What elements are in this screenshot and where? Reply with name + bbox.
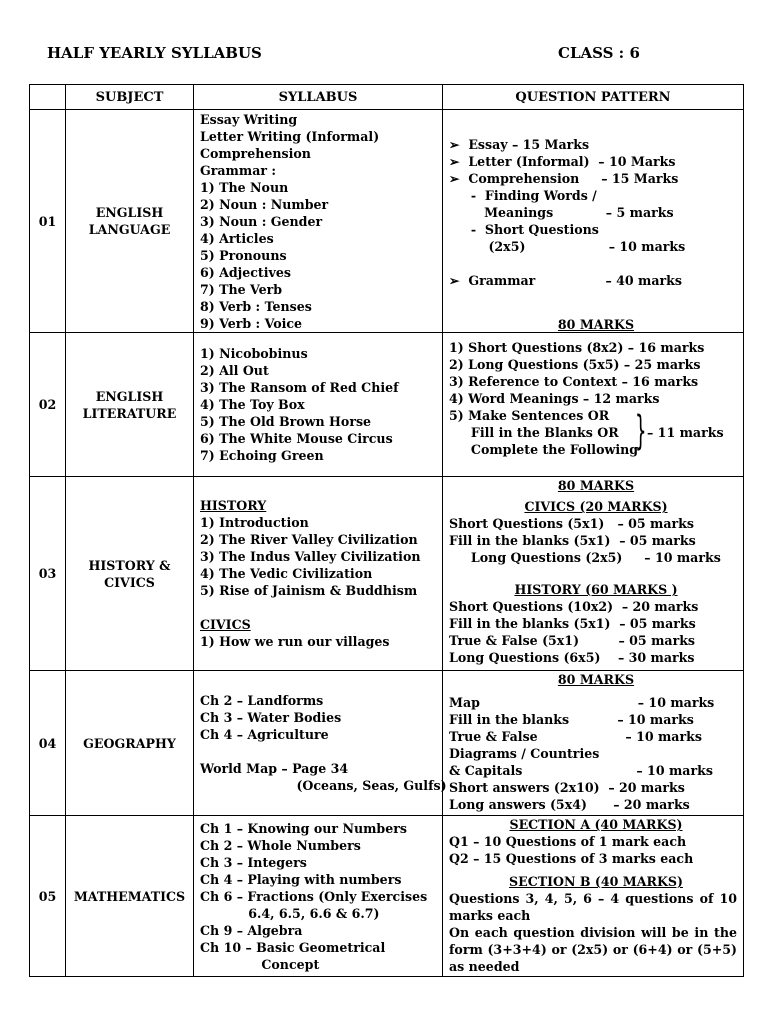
- brace-marks: – 11 marks: [647, 425, 724, 440]
- syllabus-line: Comprehension: [200, 145, 311, 161]
- pattern-line: 2) Long Questions (5x5) – 25 marks: [449, 357, 701, 372]
- brace-group: [449, 407, 743, 458]
- subject-cell: MATHEMATICS: [66, 816, 194, 977]
- pattern-line: 3) Reference to Context – 16 marks: [449, 374, 699, 389]
- syllabus-line: Ch 9 – Algebra: [200, 922, 303, 938]
- class-label: CLASS : 6: [558, 44, 640, 62]
- civics-heading: CIVICS (20 MARKS): [524, 499, 668, 514]
- syllabus-line: 1) Nicobobinus: [200, 346, 308, 361]
- syllabus-line: 8) Verb : Tenses: [200, 298, 312, 314]
- pattern-line: ➢ Essay – 15 Marks: [449, 137, 590, 152]
- syllabus-line: 6.4, 6.5, 6.6 & 6.7): [200, 905, 380, 921]
- pattern-line: Long Questions (2x5) – 10 marks: [449, 550, 721, 565]
- pattern-line: Map – 10 marks: [449, 695, 715, 710]
- syllabus-cell: [194, 816, 443, 977]
- row-number: 02: [30, 333, 66, 477]
- pattern-line: Q2 – 15 Questions of 3 marks each: [449, 851, 694, 866]
- syllabus-line: 1) How we run our villages: [200, 634, 390, 649]
- pattern-line: ➢ Letter (Informal) – 10 Marks: [449, 154, 676, 169]
- section-a-heading: SECTION A (40 MARKS): [509, 817, 683, 832]
- syllabus-line: 2) The River Valley Civilization: [200, 532, 418, 547]
- syllabus-section-heading: CIVICS: [200, 617, 251, 632]
- question-pattern-cell: [443, 110, 744, 333]
- pattern-paragraph: Questions 3, 4, 5, 6 – 4 questions of 10 marks each: [449, 891, 737, 923]
- pattern-line: Short answers (2x10) – 20 marks: [449, 780, 685, 795]
- pattern-line: [449, 255, 743, 272]
- pattern-line: 5) Make Sentences OR: [449, 408, 610, 423]
- syllabus-cell: [194, 671, 447, 816]
- pattern-line: (2x5) – 10 marks: [449, 239, 686, 254]
- total-marks: 80 MARKS: [557, 317, 635, 332]
- syllabus-line: 5) The Old Brown Horse: [200, 414, 372, 429]
- question-pattern-cell: [443, 317, 744, 477]
- subject-cell: HISTORY & CIVICS: [66, 477, 194, 671]
- syllabus-table: [29, 84, 744, 977]
- column-header-question-pattern: QUESTION PATTERN: [443, 85, 744, 110]
- table-row: [30, 477, 744, 671]
- syllabus-line: Ch 6 – Fractions (Only Exercises: [200, 888, 428, 904]
- syllabus-line: Ch 1 – Knowing our Numbers: [200, 820, 407, 836]
- pattern-line: 4) Word Meanings – 12 marks: [449, 391, 660, 406]
- syllabus-line: 4) The Toy Box: [200, 397, 305, 412]
- question-pattern-cell: [443, 816, 744, 977]
- table-row: [30, 333, 744, 477]
- pattern-line: Meanings – 5 marks: [449, 205, 674, 220]
- table-header-row: [30, 85, 744, 110]
- pattern-line: ➢ Comprehension – 15 Marks: [449, 171, 679, 186]
- column-header-syllabus: SYLLABUS: [194, 85, 443, 110]
- syllabus-line: 5) Pronouns: [200, 247, 287, 263]
- row-number: 04: [30, 671, 66, 816]
- syllabus-cell: [194, 477, 443, 671]
- pattern-line: 1) Short Questions (8x2) – 16 marks: [449, 340, 705, 355]
- syllabus-line: 2) All Out: [200, 363, 269, 378]
- subject-cell: ENGLISH LANGUAGE: [66, 110, 194, 333]
- syllabus-line: Essay Writing: [200, 111, 298, 127]
- pattern-line: True & False – 10 marks: [449, 729, 702, 744]
- syllabus-line: 2) Noun : Number: [200, 196, 329, 212]
- syllabus-line: 6) Adjectives: [200, 264, 291, 280]
- section-b-heading: SECTION B (40 MARKS): [509, 874, 683, 889]
- syllabus-line: 4) Articles: [200, 230, 274, 246]
- pattern-line: Fill in the blanks (5x1) – 05 marks: [449, 616, 696, 631]
- pattern-line: - Finding Words /: [449, 188, 597, 203]
- row-number: 01: [30, 110, 66, 333]
- syllabus-line: Ch 2 – Whole Numbers: [200, 837, 361, 853]
- row-number: 05: [30, 816, 66, 977]
- column-header-subject: SUBJECT: [66, 85, 194, 110]
- pattern-line: Fill in the blanks (5x1) – 05 marks: [449, 533, 696, 548]
- syllabus-line: 1) Introduction: [200, 515, 309, 530]
- pattern-line: & Capitals – 10 marks: [449, 763, 713, 778]
- pattern-line: ➢ Grammar – 40 marks: [449, 273, 682, 288]
- table-row: [30, 110, 744, 333]
- total-marks: 80 MARKS: [557, 478, 635, 493]
- pattern-line: Complete the Following: [449, 442, 639, 457]
- pattern-line: Long Questions (6x5) – 30 marks: [449, 650, 695, 665]
- syllabus-line: Ch 2 – Landforms: [200, 693, 324, 708]
- syllabus-section-heading: HISTORY: [200, 498, 267, 513]
- syllabus-line: Concept: [200, 956, 320, 972]
- syllabus-line: Grammar :: [200, 162, 277, 178]
- pattern-line: Short Questions (5x1) – 05 marks: [449, 516, 694, 531]
- pattern-line: Short Questions (10x2) – 20 marks: [449, 599, 699, 614]
- syllabus-line: Ch 4 – Playing with numbers: [200, 871, 402, 887]
- pattern-line: True & False (5x1) – 05 marks: [449, 633, 696, 648]
- syllabus-line: 5) Rise of Jainism & Buddhism: [200, 583, 418, 598]
- syllabus-cell: [194, 110, 443, 333]
- syllabus-spacer: [200, 599, 442, 616]
- row-number: 03: [30, 477, 66, 671]
- syllabus-line: 3) The Indus Valley Civilization: [200, 549, 421, 564]
- pattern-line: Long answers (5x4) – 20 marks: [449, 797, 690, 812]
- syllabus-line: 7) The Verb: [200, 281, 283, 297]
- syllabus-cell: [194, 333, 443, 477]
- syllabus-line: Ch 3 – Water Bodies: [200, 710, 342, 725]
- syllabus-spacer: [200, 743, 442, 760]
- syllabus-line: World Map – Page 34: [200, 761, 349, 776]
- syllabus-line: 9) Verb : Voice: [200, 315, 303, 331]
- pattern-line: Q1 – 10 Questions of 1 mark each: [449, 834, 687, 849]
- pattern-line: Fill in the Blanks OR: [449, 425, 619, 440]
- syllabus-line: Ch 10 – Basic Geometrical: [200, 939, 386, 955]
- subject-cell: ENGLISH LITERATURE: [66, 333, 194, 477]
- syllabus-line: 4) The Vedic Civilization: [200, 566, 373, 581]
- pattern-line: Fill in the blanks – 10 marks: [449, 712, 694, 727]
- pattern-line: - Short Questions: [449, 222, 599, 237]
- question-pattern-cell: [443, 477, 744, 671]
- syllabus-line: (Oceans, Seas, Gulfs): [200, 778, 447, 793]
- history-heading: HISTORY (60 MARKS ): [514, 582, 678, 597]
- syllabus-line: 3) The Ransom of Red Chief: [200, 380, 399, 395]
- syllabus-line: 6) The White Mouse Circus: [200, 431, 393, 446]
- subject-cell: GEOGRAPHY: [66, 671, 194, 816]
- syllabus-line: Ch 3 – Integers: [200, 854, 307, 870]
- table-row: [30, 816, 744, 977]
- total-marks: 80 MARKS: [557, 672, 635, 687]
- question-pattern-cell: [443, 671, 744, 816]
- syllabus-line: 1) The Noun: [200, 179, 289, 195]
- syllabus-line: 3) Noun : Gender: [200, 213, 323, 229]
- document-title: HALF YEARLY SYLLABUS: [47, 44, 262, 62]
- syllabus-line: Ch 4 – Agriculture: [200, 727, 329, 742]
- syllabus-line: Letter Writing (Informal): [200, 128, 380, 144]
- pattern-line: Diagrams / Countries: [449, 746, 600, 761]
- pattern-paragraph: On each question division will be in the form (3+3+4) or (2x5) or (6+4) or (5+5) as needed: [449, 925, 737, 974]
- table-row: [30, 671, 744, 816]
- curly-brace-icon: }: [635, 408, 647, 454]
- syllabus-line: 7) Echoing Green: [200, 448, 324, 463]
- column-header-number: [30, 85, 66, 110]
